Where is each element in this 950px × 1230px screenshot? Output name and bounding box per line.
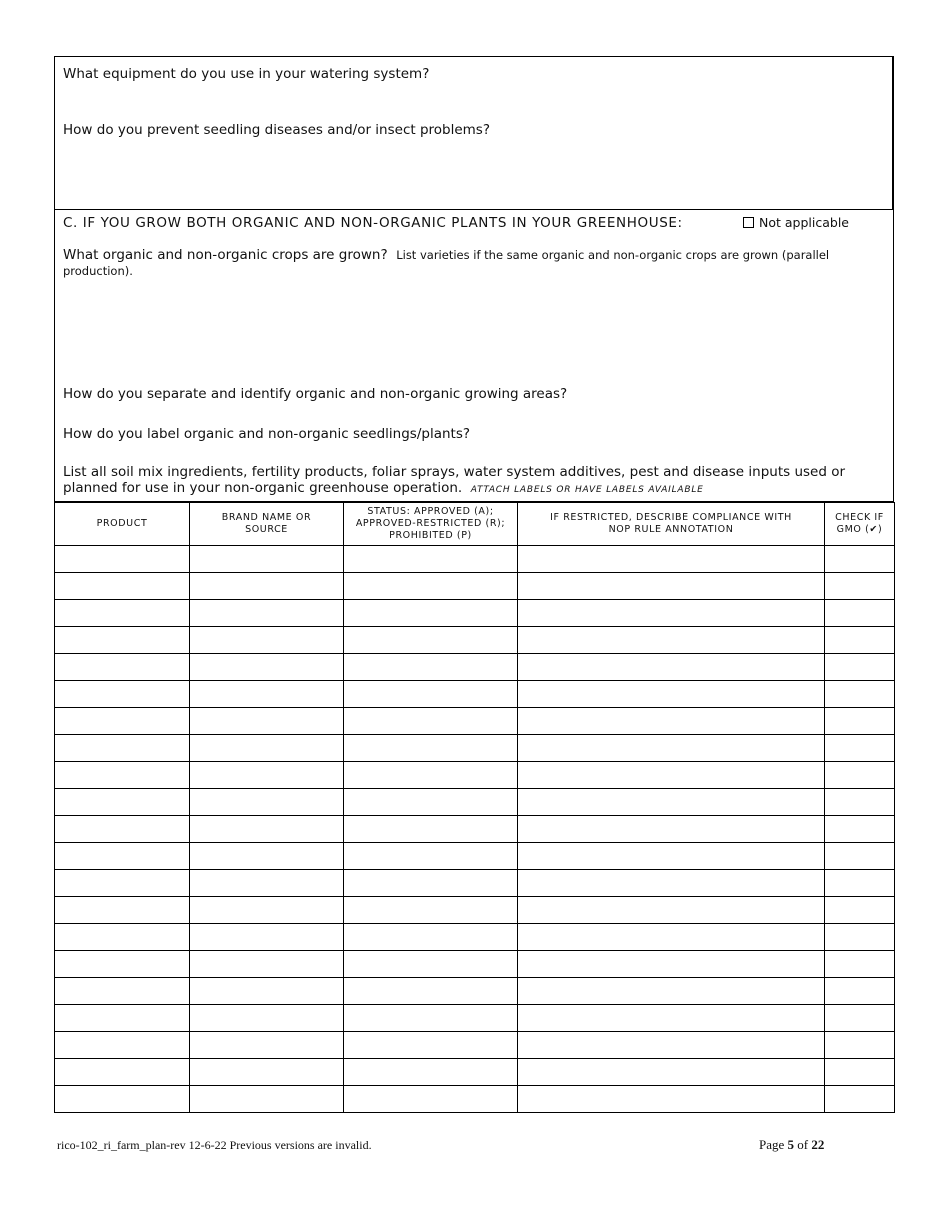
question-label-plants: How do you label organic and non-organic seedlings/plants? <box>63 426 471 442</box>
gmo-cell[interactable] <box>825 1005 895 1032</box>
header-status: STATUS: APPROVED (A); APPROVED-RESTRICTED (R); PROHIBITED (P) <box>344 503 518 546</box>
question-watering-equipment: What equipment do you use in your watering system? <box>63 66 430 82</box>
brand-cell[interactable] <box>190 924 344 951</box>
form-id: rico-102_ri_farm_plan-rev 12-6-22 Previous versions are invalid. <box>57 1138 372 1152</box>
page-number <box>759 1137 824 1153</box>
question-separate-areas: How do you separate and identify organic and non-organic growing areas? <box>63 386 568 402</box>
header-gmo: CHECK IF GMO (✔) <box>825 503 895 546</box>
product-cell[interactable] <box>55 789 190 816</box>
product-cell[interactable] <box>55 735 190 762</box>
page-current: 5 <box>787 1137 795 1152</box>
table-row <box>55 654 895 681</box>
gmo-cell[interactable] <box>825 762 895 789</box>
brand-cell[interactable] <box>190 1005 344 1032</box>
header-product: PRODUCT <box>55 503 190 546</box>
product-cell[interactable] <box>55 897 190 924</box>
status-cell[interactable] <box>344 708 518 735</box>
status-cell[interactable] <box>344 924 518 951</box>
status-cell[interactable] <box>344 735 518 762</box>
status-cell[interactable] <box>344 762 518 789</box>
gmo-cell[interactable] <box>825 1059 895 1086</box>
product-cell[interactable] <box>55 1005 190 1032</box>
product-cell[interactable] <box>55 951 190 978</box>
product-cell[interactable] <box>55 1086 190 1113</box>
table-row <box>55 816 895 843</box>
compliance-cell[interactable] <box>518 1032 825 1059</box>
table-row <box>55 870 895 897</box>
compliance-cell[interactable] <box>518 546 825 573</box>
table-row <box>55 951 895 978</box>
gmo-cell[interactable] <box>825 1086 895 1113</box>
brand-cell[interactable] <box>190 789 344 816</box>
product-cell[interactable] <box>55 1059 190 1086</box>
brand-cell[interactable] <box>190 681 344 708</box>
gmo-cell[interactable] <box>825 924 895 951</box>
brand-cell[interactable] <box>190 735 344 762</box>
not-applicable-checkbox[interactable] <box>743 217 754 228</box>
gmo-cell[interactable] <box>825 789 895 816</box>
status-cell[interactable] <box>344 600 518 627</box>
attach-labels-note: ATTACH LABELS OR HAVE LABELS AVAILABLE <box>470 485 704 495</box>
gmo-cell[interactable] <box>825 627 895 654</box>
product-cell[interactable] <box>55 843 190 870</box>
compliance-cell[interactable] <box>518 1059 825 1086</box>
compliance-cell[interactable] <box>518 897 825 924</box>
compliance-cell[interactable] <box>518 681 825 708</box>
compliance-cell[interactable] <box>518 870 825 897</box>
compliance-cell[interactable] <box>518 843 825 870</box>
table-row <box>55 681 895 708</box>
compliance-cell[interactable] <box>518 1086 825 1113</box>
question-list-inputs <box>63 464 863 498</box>
brand-cell[interactable] <box>190 843 344 870</box>
brand-cell[interactable] <box>190 870 344 897</box>
compliance-cell[interactable] <box>518 762 825 789</box>
brand-cell[interactable] <box>190 708 344 735</box>
status-cell[interactable] <box>344 654 518 681</box>
status-cell[interactable] <box>344 789 518 816</box>
table-row <box>55 1086 895 1113</box>
table-header-row <box>55 503 895 546</box>
status-cell[interactable] <box>344 1086 518 1113</box>
status-cell[interactable] <box>344 951 518 978</box>
table-row <box>55 924 895 951</box>
product-cell[interactable] <box>55 681 190 708</box>
table-row <box>55 762 895 789</box>
gmo-cell[interactable] <box>825 600 895 627</box>
gmo-cell[interactable] <box>825 573 895 600</box>
compliance-cell[interactable] <box>518 708 825 735</box>
compliance-cell[interactable] <box>518 600 825 627</box>
gmo-cell[interactable] <box>825 816 895 843</box>
gmo-cell[interactable] <box>825 654 895 681</box>
status-cell[interactable] <box>344 546 518 573</box>
equipment-section <box>54 56 894 210</box>
compliance-cell[interactable] <box>518 1005 825 1032</box>
table-row <box>55 1005 895 1032</box>
compliance-cell[interactable] <box>518 978 825 1005</box>
table-row <box>55 735 895 762</box>
status-cell[interactable] <box>344 816 518 843</box>
status-cell[interactable] <box>344 978 518 1005</box>
status-cell[interactable] <box>344 897 518 924</box>
table-row <box>55 897 895 924</box>
brand-cell[interactable] <box>190 1086 344 1113</box>
gmo-cell[interactable] <box>825 951 895 978</box>
table-row <box>55 627 895 654</box>
compliance-cell[interactable] <box>518 735 825 762</box>
status-cell[interactable] <box>344 1059 518 1086</box>
gmo-cell[interactable] <box>825 897 895 924</box>
compliance-cell[interactable] <box>518 789 825 816</box>
inputs-table <box>54 502 895 1113</box>
table-row <box>55 1032 895 1059</box>
page-prefix: Page <box>759 1137 788 1152</box>
table-row <box>55 600 895 627</box>
product-cell[interactable] <box>55 600 190 627</box>
product-cell[interactable] <box>55 816 190 843</box>
section-c <box>54 210 894 502</box>
product-cell[interactable] <box>55 762 190 789</box>
table-row <box>55 573 895 600</box>
question-list-text: List all soil mix ingredients, fertility products, foliar sprays, water system additives, pest and disease inputs used or planned for use in your non-organic greenhouse operation. <box>63 464 846 496</box>
table-row <box>55 708 895 735</box>
gmo-cell[interactable] <box>825 708 895 735</box>
compliance-cell[interactable] <box>518 924 825 951</box>
table-body <box>55 546 895 1113</box>
page-of: of <box>794 1137 812 1152</box>
status-cell[interactable] <box>344 1005 518 1032</box>
brand-cell[interactable] <box>190 816 344 843</box>
table-row <box>55 789 895 816</box>
brand-cell[interactable] <box>190 1059 344 1086</box>
question-seedling-disease: How do you prevent seedling diseases and/or insect problems? <box>63 122 491 138</box>
brand-cell[interactable] <box>190 951 344 978</box>
table-row <box>55 1059 895 1086</box>
brand-cell[interactable] <box>190 654 344 681</box>
gmo-cell[interactable] <box>825 681 895 708</box>
not-applicable-option[interactable] <box>743 215 849 230</box>
status-cell[interactable] <box>344 843 518 870</box>
table-row <box>55 978 895 1005</box>
product-cell[interactable] <box>55 708 190 735</box>
header-restricted-compliance: IF RESTRICTED, DESCRIBE COMPLIANCE WITH NOP RULE ANNOTATION <box>518 503 825 546</box>
question-crops-grown <box>63 247 863 279</box>
page-total: 22 <box>811 1137 825 1152</box>
gmo-cell[interactable] <box>825 978 895 1005</box>
gmo-cell[interactable] <box>825 843 895 870</box>
gmo-cell[interactable] <box>825 870 895 897</box>
status-cell[interactable] <box>344 1032 518 1059</box>
brand-cell[interactable] <box>190 546 344 573</box>
gmo-cell[interactable] <box>825 546 895 573</box>
brand-cell[interactable] <box>190 600 344 627</box>
status-cell[interactable] <box>344 627 518 654</box>
brand-cell[interactable] <box>190 627 344 654</box>
status-cell[interactable] <box>344 681 518 708</box>
brand-cell[interactable] <box>190 573 344 600</box>
compliance-cell[interactable] <box>518 951 825 978</box>
gmo-cell[interactable] <box>825 735 895 762</box>
compliance-cell[interactable] <box>518 816 825 843</box>
product-cell[interactable] <box>55 1032 190 1059</box>
product-cell[interactable] <box>55 870 190 897</box>
status-cell[interactable] <box>344 573 518 600</box>
question-crops-main: What organic and non-organic crops are grown? <box>63 247 388 263</box>
brand-cell[interactable] <box>190 762 344 789</box>
compliance-cell[interactable] <box>518 654 825 681</box>
product-cell[interactable] <box>55 627 190 654</box>
brand-cell[interactable] <box>190 897 344 924</box>
product-cell[interactable] <box>55 654 190 681</box>
table-row <box>55 546 895 573</box>
table-row <box>55 843 895 870</box>
compliance-cell[interactable] <box>518 573 825 600</box>
product-cell[interactable] <box>55 924 190 951</box>
brand-cell[interactable] <box>190 1032 344 1059</box>
product-cell[interactable] <box>55 546 190 573</box>
gmo-cell[interactable] <box>825 1032 895 1059</box>
product-cell[interactable] <box>55 978 190 1005</box>
status-cell[interactable] <box>344 870 518 897</box>
brand-cell[interactable] <box>190 978 344 1005</box>
section-c-title: C. IF YOU GROW BOTH ORGANIC AND NON-ORGANIC PLANTS IN YOUR GREENHOUSE: <box>63 215 683 231</box>
question-crops-note: List varieties if the same organic and non-organic crops are grown (parallel production). <box>63 248 830 278</box>
not-applicable-label: Not applicable <box>759 215 849 230</box>
compliance-cell[interactable] <box>518 627 825 654</box>
product-cell[interactable] <box>55 573 190 600</box>
header-brand-name: BRAND NAME OR SOURCE <box>190 503 344 546</box>
